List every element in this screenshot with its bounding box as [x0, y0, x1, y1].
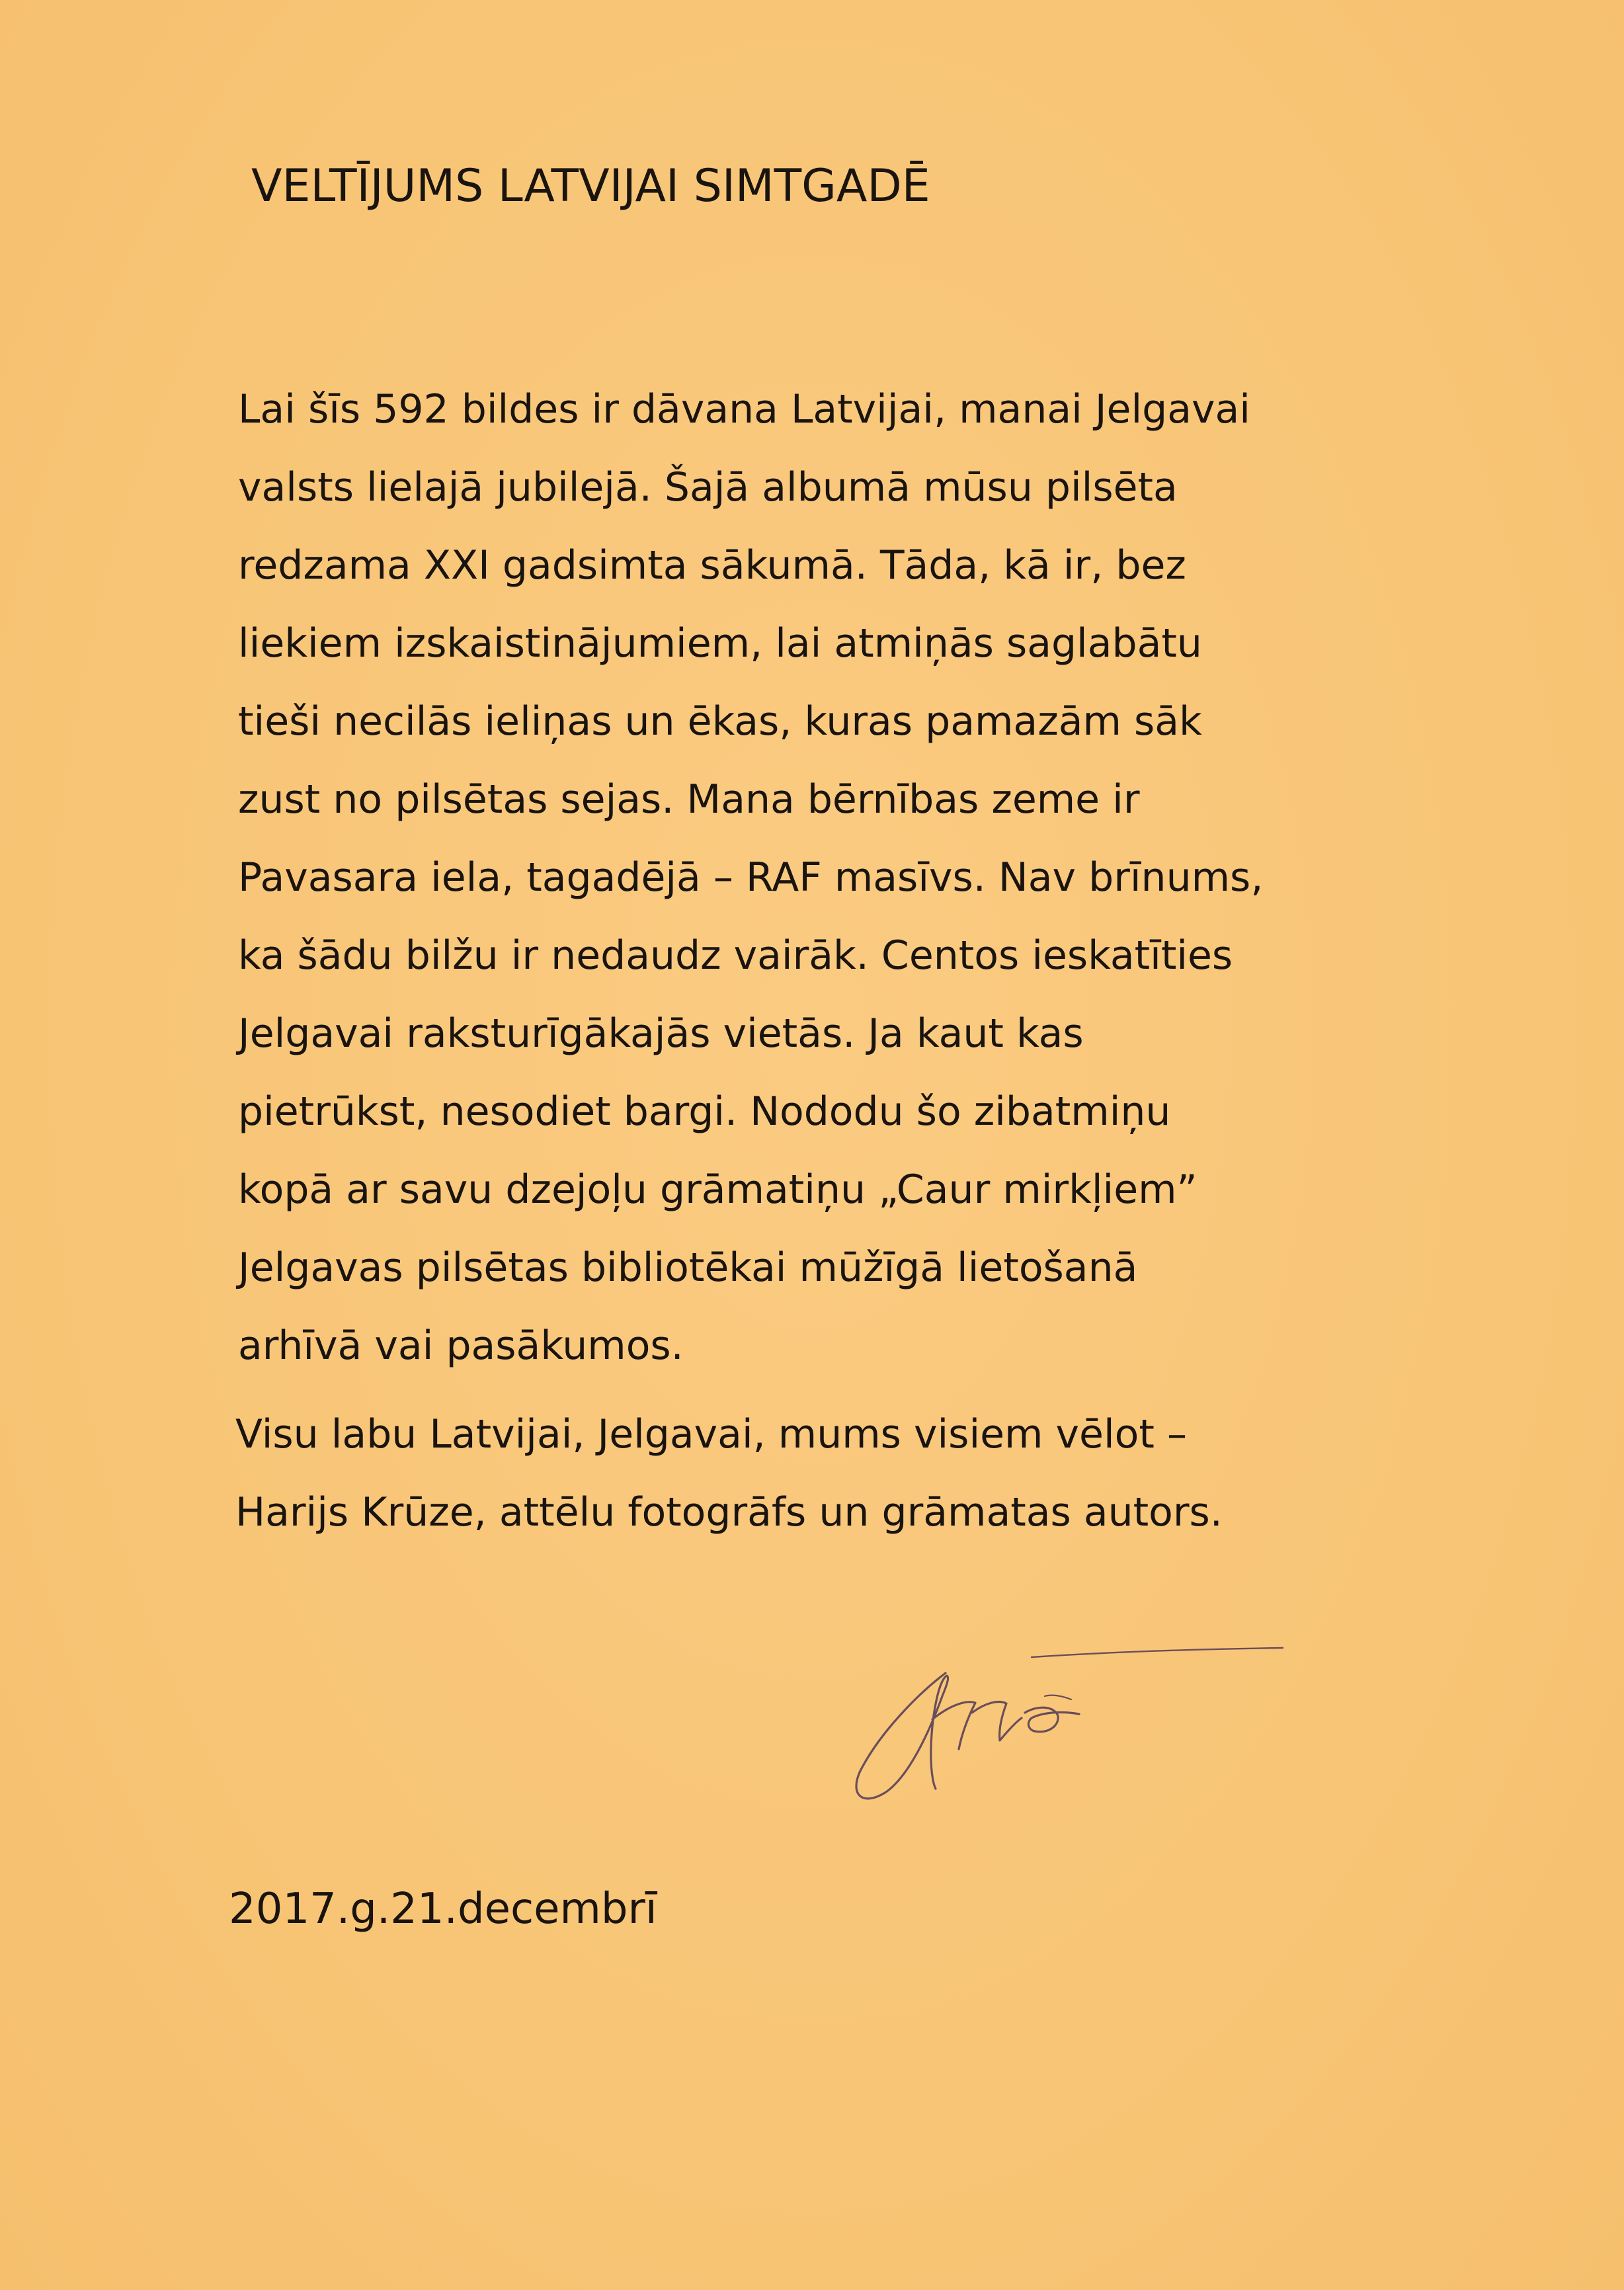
dedication-paragraph — [238, 370, 1402, 1385]
paragraph-line: tieši necilās ieliņas un ēkas, kuras pamazām sāk — [238, 698, 1202, 745]
closing-line: Harijs Krūze, attēlu fotogrāfs un grāmatas autors. — [235, 1489, 1223, 1535]
paragraph-line: zust no pilsētas sejas. Mana bērnības zeme ir — [238, 776, 1140, 823]
paragraph-line: kopā ar savu dzejoļu grāmatiņu „Caur mirkļiem” — [238, 1166, 1198, 1213]
document-title: VELTĪJUMS LATVIJAI SIMTGADĒ — [251, 160, 930, 212]
paragraph-line: pietrūkst, nesodiet bargi. Nododu šo zibatmiņu — [238, 1088, 1171, 1135]
closing-line: Visu labu Latvijai, Jelgavai, mums visiem vēlot – — [235, 1411, 1187, 1457]
paragraph-line: Pavasara iela, tagadējā – RAF masīvs. Nav brīnums, — [238, 854, 1264, 901]
paragraph-line: Lai šīs 592 bildes ir dāvana Latvijai, manai Jelgavai — [238, 386, 1250, 432]
paragraph-line: arhīvā vai pasākumos. — [238, 1323, 684, 1369]
paragraph-line: redzama XXI gadsimta sākumā. Tāda, kā ir, bez — [238, 542, 1186, 589]
handwritten-signature — [833, 1633, 1296, 1832]
paragraph-line: liekiem izskaistinājumiem, lai atmiņās saglabātu — [238, 620, 1202, 667]
closing-paragraph — [235, 1395, 1426, 1551]
paragraph-line: ka šādu bilžu ir nedaudz vairāk. Centos ieskatīties — [238, 932, 1233, 979]
paragraph-line: Jelgavas pilsētas bibliotēkai mūžīgā lietošanā — [238, 1245, 1138, 1291]
paragraph-line: Jelgavai raksturīgākajās vietās. Ja kaut kas — [238, 1010, 1084, 1057]
paragraph-line: valsts lielajā jubilejā. Šajā albumā mūsu pilsēta — [238, 464, 1178, 511]
document-date: 2017.g.21.decembrī — [229, 1885, 657, 1934]
